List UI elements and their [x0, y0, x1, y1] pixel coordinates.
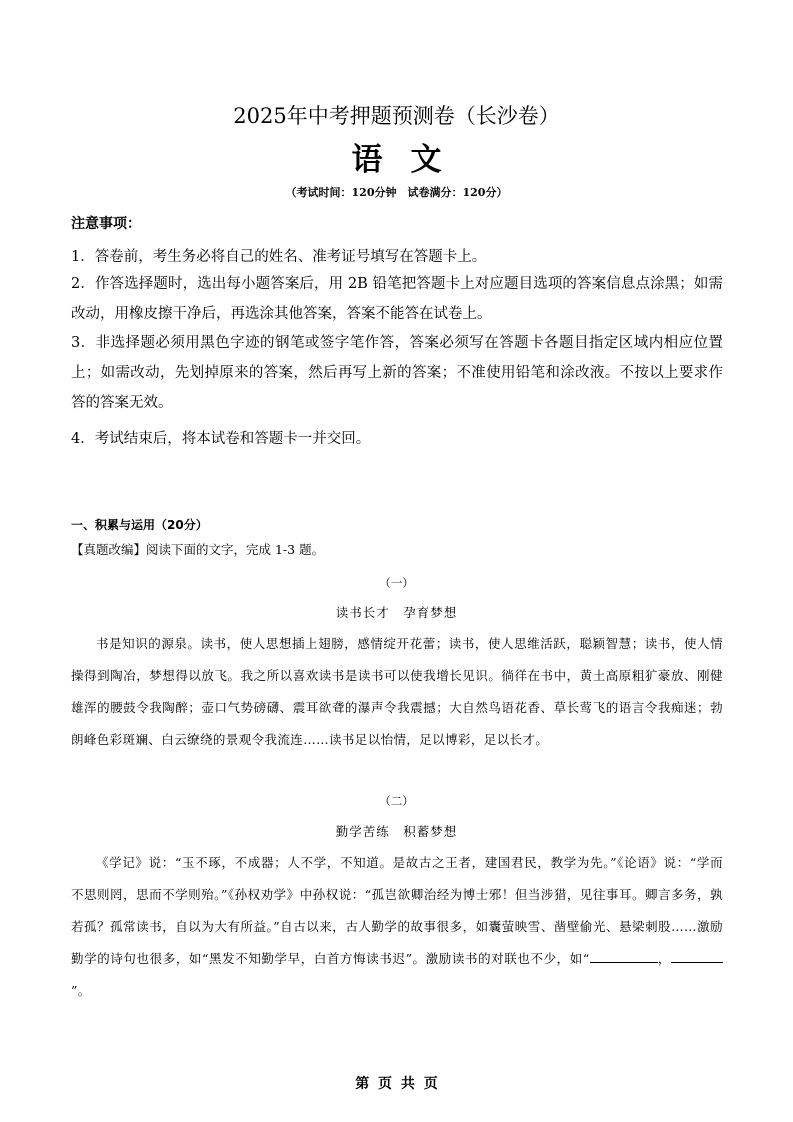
- part-label-2: （二）: [379, 794, 414, 808]
- passage-title-2: 勤学苦练 积蓄梦想: [335, 824, 458, 839]
- notice-heading: 注意事项：: [71, 216, 141, 232]
- passage-body-2-end: ”。: [71, 983, 91, 998]
- notice-item-1: 1．答卷前，考生务必将自己的姓名、准考证号填写在答题卡上。: [71, 249, 487, 265]
- notice-item-3: 3．非选择题必须用黑色字迹的钢笔或签字笔作答，答案必须写在答题卡各题目指定区域内相应位置上；如需改动，先划掉原来的答案，然后再写上新的答案；不准使用铅笔和涂改液。不按以上要求作答的答案无效。: [71, 335, 723, 411]
- subject-title: 语文: [351, 142, 470, 178]
- answer-blank-1[interactable]: [590, 950, 658, 963]
- passage-title-1: 读书长才 孕育梦想: [335, 605, 458, 620]
- passage-body-2: [71, 847, 723, 1007]
- section-heading: 一、积累与运用（20分）: [71, 518, 208, 532]
- section-intro: 【真题改编】阅读下面的文字，完成 1-3 题。: [71, 542, 325, 557]
- notice-item-2: 2．作答选择题时，选出每小题答案后，用 2B 铅笔把答题卡上对应题目选项的答案信息点涂黑；如需改动，用橡皮擦干净后，再选涂其他答案，答案不能答在试卷上。: [71, 276, 723, 322]
- exam-info: （考试时间：120分钟 试卷满分：120分）: [285, 186, 508, 199]
- passage-body-2-text: 《学记》说：“玉不琢，不成器；人不学，不知道。是故古之王者，建国君民，教学为先。”《论语》说：“学而不思则罔，思而不学则殆。”《孙权劝学》中孙权说：“孤岂欲卿治经为博士邪！但当涉猎，见往事耳。卿言多务，孰若孤？孤常读书，自以为大有所益。”自古以来，古人勤学的故事很多，如囊萤映雪、凿壁偷光、悬梁刺股……激励勤学的诗句也很多，如“黑发不知勤学早，白首方悔读书迟”。激励读书的对联也不少，如“: [71, 855, 723, 966]
- exam-title: 2025年中考押题预测卷（长沙卷）: [233, 104, 560, 128]
- page-footer: 第 页 共 页: [355, 1076, 438, 1092]
- blank-separator: ，: [657, 951, 671, 966]
- notice-item-4: 4．考试结束后，将本试卷和答题卡一并交回。: [71, 431, 371, 447]
- part-label-1: （一）: [379, 576, 414, 590]
- answer-blank-2[interactable]: [671, 950, 723, 963]
- passage-body-1: 书是知识的源泉。读书，使人思想插上翅膀，感情绽开花蕾；读书，使人思维活跃，聪颖智慧；读书，使人情操得到陶冶，梦想得以放飞。我之所以喜欢读书是读书可以使我增长见识。徜徉在书中，黄土高原粗犷豪放、刚健雄浑的腰鼓令我陶醉；壶口气势磅礴、震耳欲聋的瀑声令我震撼；大自然鸟语花香、草长莺飞的语言令我痴迷；勃朗峰色彩斑斓、白云缭绕的景观令我流连……读书足以怡情，足以博彩，足以长才。: [71, 636, 723, 747]
